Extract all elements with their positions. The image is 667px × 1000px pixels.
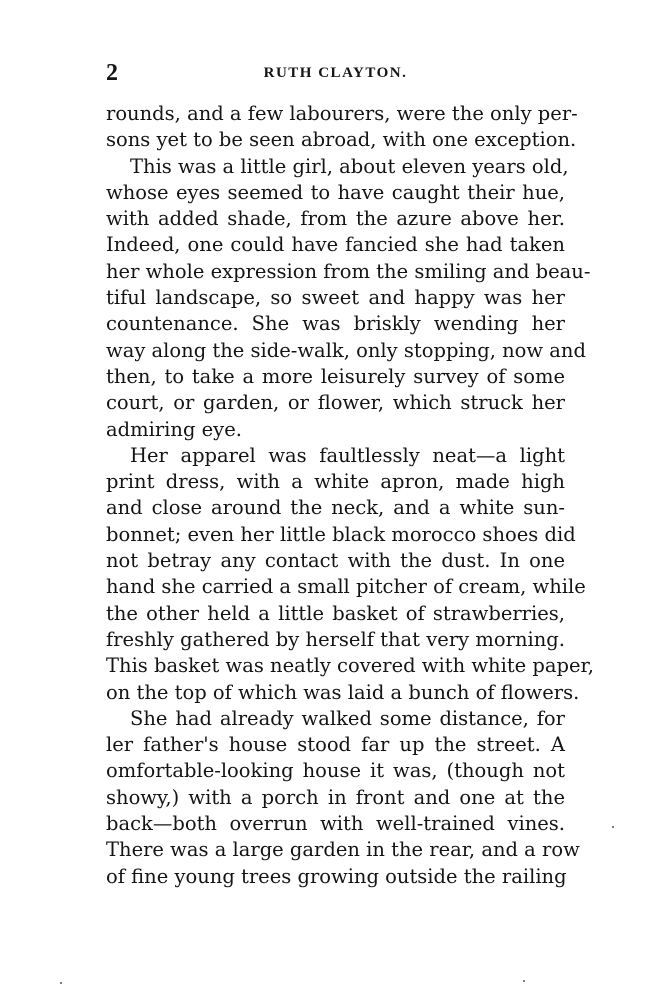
print-speck: [60, 982, 62, 984]
text-line: ler father's house stood far up the street. A: [106, 733, 565, 757]
text-line: whose eyes seemed to have caught their hue,: [106, 180, 565, 204]
text-line: her whole expression from the smiling and beau-: [106, 259, 591, 283]
text-line: tiful landscape, so sweet and happy was her: [106, 286, 565, 310]
text-line: and close around the neck, and a white sun-: [106, 496, 565, 520]
text-line: This was a little girl, about eleven years old,: [130, 154, 569, 178]
text-line: hand she carried a small pitcher of cream, while: [106, 575, 586, 599]
text-line: omfortable-looking house it was, (though not: [106, 759, 565, 783]
text-line: not betray any contact with the dust. In one: [106, 549, 565, 573]
text-line: Her apparel was faultlessly neat—a light: [130, 443, 565, 467]
text-line: freshly gathered by herself that very morning.: [106, 627, 565, 651]
text-line: rounds, and a few labourers, were the only per-: [106, 102, 578, 125]
text-line: way along the side-walk, only stopping, now and: [106, 338, 586, 362]
text-line: sons yet to be seen abroad, with one exception.: [106, 128, 577, 152]
text-line: showy,) with a porch in front and one at the: [106, 785, 565, 809]
print-speck: [523, 980, 525, 982]
text-line: of fine young trees growing outside the railing: [106, 864, 567, 888]
page-number: 2: [106, 60, 118, 86]
body-text: [106, 101, 594, 890]
running-head: [106, 60, 565, 90]
text-line: court, or garden, or flower, which struck her: [106, 391, 565, 415]
text-line: with added shade, from the azure above her.: [106, 207, 565, 231]
text-line: Indeed, one could have fancied she had taken: [106, 233, 565, 257]
text-line: on the top of which was laid a bunch of flowers.: [106, 680, 580, 704]
text-line: bonnet; even her little black morocco shoes did: [106, 522, 576, 546]
text-line: back—both overrun with well-trained vines.: [106, 812, 565, 836]
text-line: She had already walked some distance, for: [130, 706, 565, 730]
text-line: the other held a little basket of strawberries,: [106, 601, 565, 625]
running-title: RUTH CLAYTON.: [263, 65, 408, 81]
text-line: There was a large garden in the rear, and a row: [106, 838, 580, 862]
text-line: then, to take a more leisurely survey of some: [106, 364, 565, 388]
text-line: countenance. She was briskly wending her: [106, 312, 565, 336]
text-line: admiring eye.: [106, 417, 242, 441]
text-line: print dress, with a white apron, made high: [106, 470, 565, 494]
print-speck: [612, 826, 614, 828]
text-line: This basket was neatly covered with white paper,: [106, 654, 594, 678]
